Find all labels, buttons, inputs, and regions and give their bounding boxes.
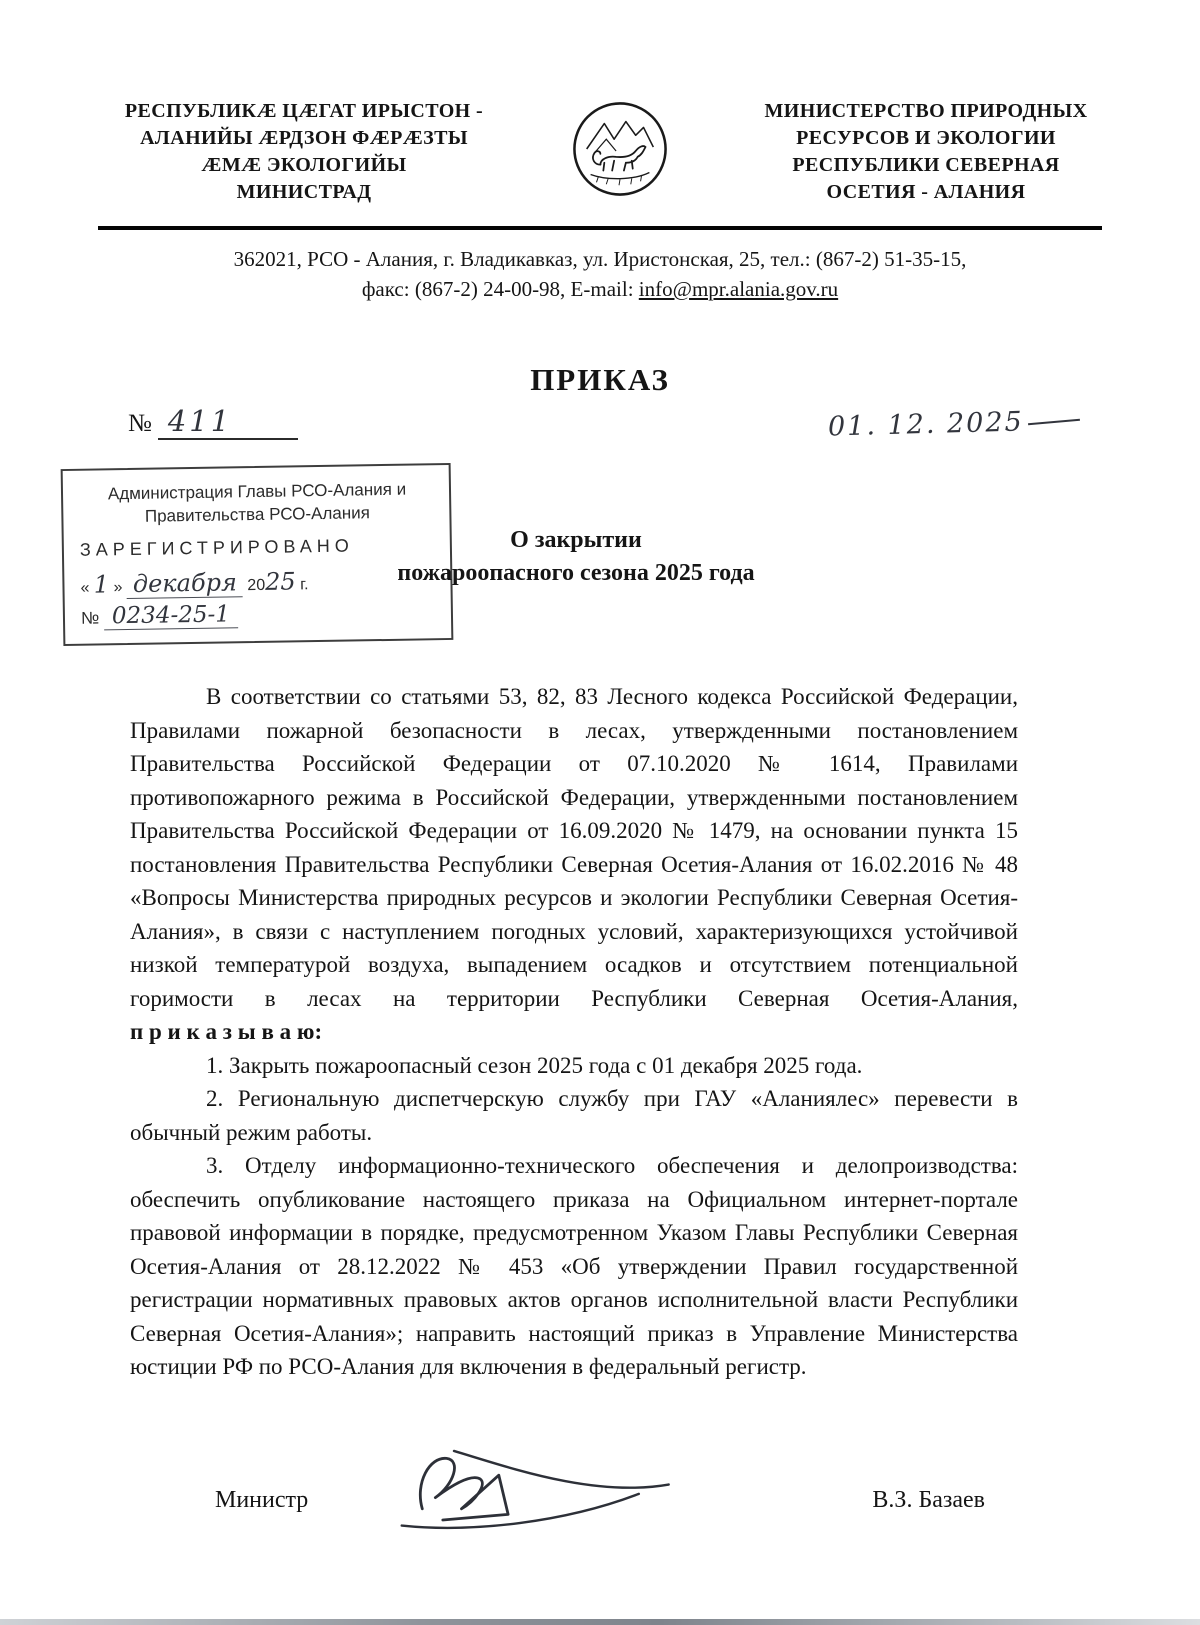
stamp-year-handwritten: 25 bbox=[264, 567, 296, 596]
ministry-emblem bbox=[565, 98, 675, 198]
quote-open: « bbox=[80, 579, 90, 597]
fax-email-line bbox=[0, 274, 1200, 304]
order-subject-line1: О закрытии bbox=[510, 527, 642, 553]
signer-name: В.З. Базаев bbox=[872, 1486, 985, 1513]
ministry-name-russian-line: РЕСПУБЛИКИ СЕВЕРНАЯ bbox=[792, 154, 1060, 176]
stamp-year-printed: 20 bbox=[247, 576, 266, 595]
scan-edge-artifact bbox=[0, 1619, 1200, 1625]
quote-close: » bbox=[113, 579, 123, 597]
ministry-name-russian-line: РЕСУРСОВ И ЭКОЛОГИИ bbox=[796, 127, 1056, 149]
order-body bbox=[0, 674, 1200, 1384]
order-subject bbox=[0, 462, 1176, 590]
document-title: ПРИКАЗ bbox=[530, 362, 670, 397]
email-text: info@mpr.alania.gov.ru bbox=[638, 277, 839, 301]
stamp-number-line bbox=[81, 600, 437, 630]
ministry-name-ossetian-line: РЕСПУБЛИКÆ ЦÆГАТ ИРЫСТОН - bbox=[124, 100, 484, 122]
decree-word: п р и к а з ы в а ю: bbox=[130, 1019, 323, 1044]
stamp-and-subject-area bbox=[0, 462, 1200, 674]
order-number bbox=[128, 404, 298, 440]
stamp-day-handwritten: 1 bbox=[93, 570, 110, 599]
ministry-name-russian-line: МИНИСТЕРСТВО ПРИРОДНЫХ bbox=[764, 100, 1088, 122]
stamp-month-handwritten: декабря bbox=[127, 568, 243, 599]
handwritten-signature bbox=[388, 1436, 688, 1553]
order-subject-line2: пожароопасного сезона 2025 года bbox=[397, 560, 755, 586]
signature-icon bbox=[388, 1436, 688, 1548]
order-number-label: № bbox=[128, 410, 152, 437]
ministry-name-russian-line: ОСЕТИЯ - АЛАНИЯ bbox=[826, 181, 1026, 203]
order-date bbox=[827, 406, 1080, 443]
signer-position: Министр bbox=[215, 1486, 309, 1513]
contact-block bbox=[0, 244, 1200, 304]
stamp-org-line: Администрация Главы РСО-Алания и bbox=[107, 479, 407, 504]
stamp-number-handwritten: 0234-25-1 bbox=[104, 601, 238, 630]
paragraph-preamble bbox=[130, 680, 1018, 1049]
order-item-2: 2. Региональную диспетчерскую службу при ГАУ «Аланиялес» перевести в обычный режим работы. bbox=[130, 1086, 1018, 1145]
ministry-name-ossetian-line: АЛАНИЙЫ ÆРДЗОН ФÆРÆЗТЫ bbox=[140, 127, 468, 149]
stamp-number-label: № bbox=[80, 608, 100, 628]
snow-leopard-emblem-icon bbox=[571, 100, 669, 198]
signature-block bbox=[0, 1384, 1200, 1559]
letterhead bbox=[0, 0, 1200, 206]
address-line: 362021, РСО - Алания, г. Владикавказ, ул. Иристонская, 25, тел.: (867-2) 51-35-15, bbox=[233, 247, 967, 271]
stamp-registered-label: ЗАРЕГИСТРИРОВАНО bbox=[79, 535, 354, 560]
ministry-name-ossetian-line: МИНИСТРАД bbox=[236, 181, 372, 203]
order-number-handwritten: 411 bbox=[167, 404, 233, 438]
number-date-row bbox=[0, 398, 1200, 443]
stamp-org-line: Правительства РСО-Алания bbox=[144, 503, 370, 526]
stamp-year-suffix: г. bbox=[300, 576, 309, 594]
order-item-1: 1. Закрыть пожароопасный сезон 2025 года с 01 декабря 2025 года. bbox=[206, 1052, 863, 1078]
fax-text: факс: (867-2) 24-00-98, E-mail: bbox=[361, 277, 639, 301]
header-divider bbox=[98, 226, 1102, 230]
order-item-3: 3. Отделу информационно-технического обеспечения и делопроизводства: обеспечить опубликование настоящего приказа на Официальном интернет-портале правовой информации в порядке, предусмотренном Указом Главы Республики Северная Осетия-Алания от 28.12.2022 № 453 «Об утверждении Правил государственной регистрации нормативных правовых актов органов исполнительной власти Республики Северная Осетия-Алания»; направить настоящий приказ в Управление Министерства юстиции РФ по РСО-Алания для включения в федеральный регистр. bbox=[130, 1153, 1018, 1379]
ministry-name-ossetian bbox=[108, 98, 500, 206]
pen-stroke bbox=[1028, 419, 1080, 426]
order-date-handwritten: 01. 12. 2025 bbox=[827, 406, 1025, 443]
ministry-name-russian bbox=[740, 98, 1112, 206]
preamble-text: В соответствии со статьями 53, 82, 83 Лесного кодекса Российской Федерации, Правилами пожарной безопасности в лесах, утвержденными постановлением Правительства Российской Федерации от 07.10.2020 № 1614, Правилами противопожарного режима в Российской Федерации, утвержденными постановлением Правительства Российской Федерации от 16.09.2020 № 1479, на основании пункта 15 постановления Правительства Республики Северная Осетия-Алания от 16.02.2016 № 48 «Вопросы Министерства природных ресурсов и экологии Республики Северная Осетия-Алания», в связи с наступлением погодных условий, характеризующихся устойчивой низкой температурой воздуха, выпадением осадков и отсутствием потенциальной горимости в лесах на территории Республики Северная Осетия-Алания, bbox=[130, 684, 1018, 1011]
ministry-name-ossetian-line: ÆМÆ ЭКОЛОГИЙЫ bbox=[201, 154, 407, 176]
